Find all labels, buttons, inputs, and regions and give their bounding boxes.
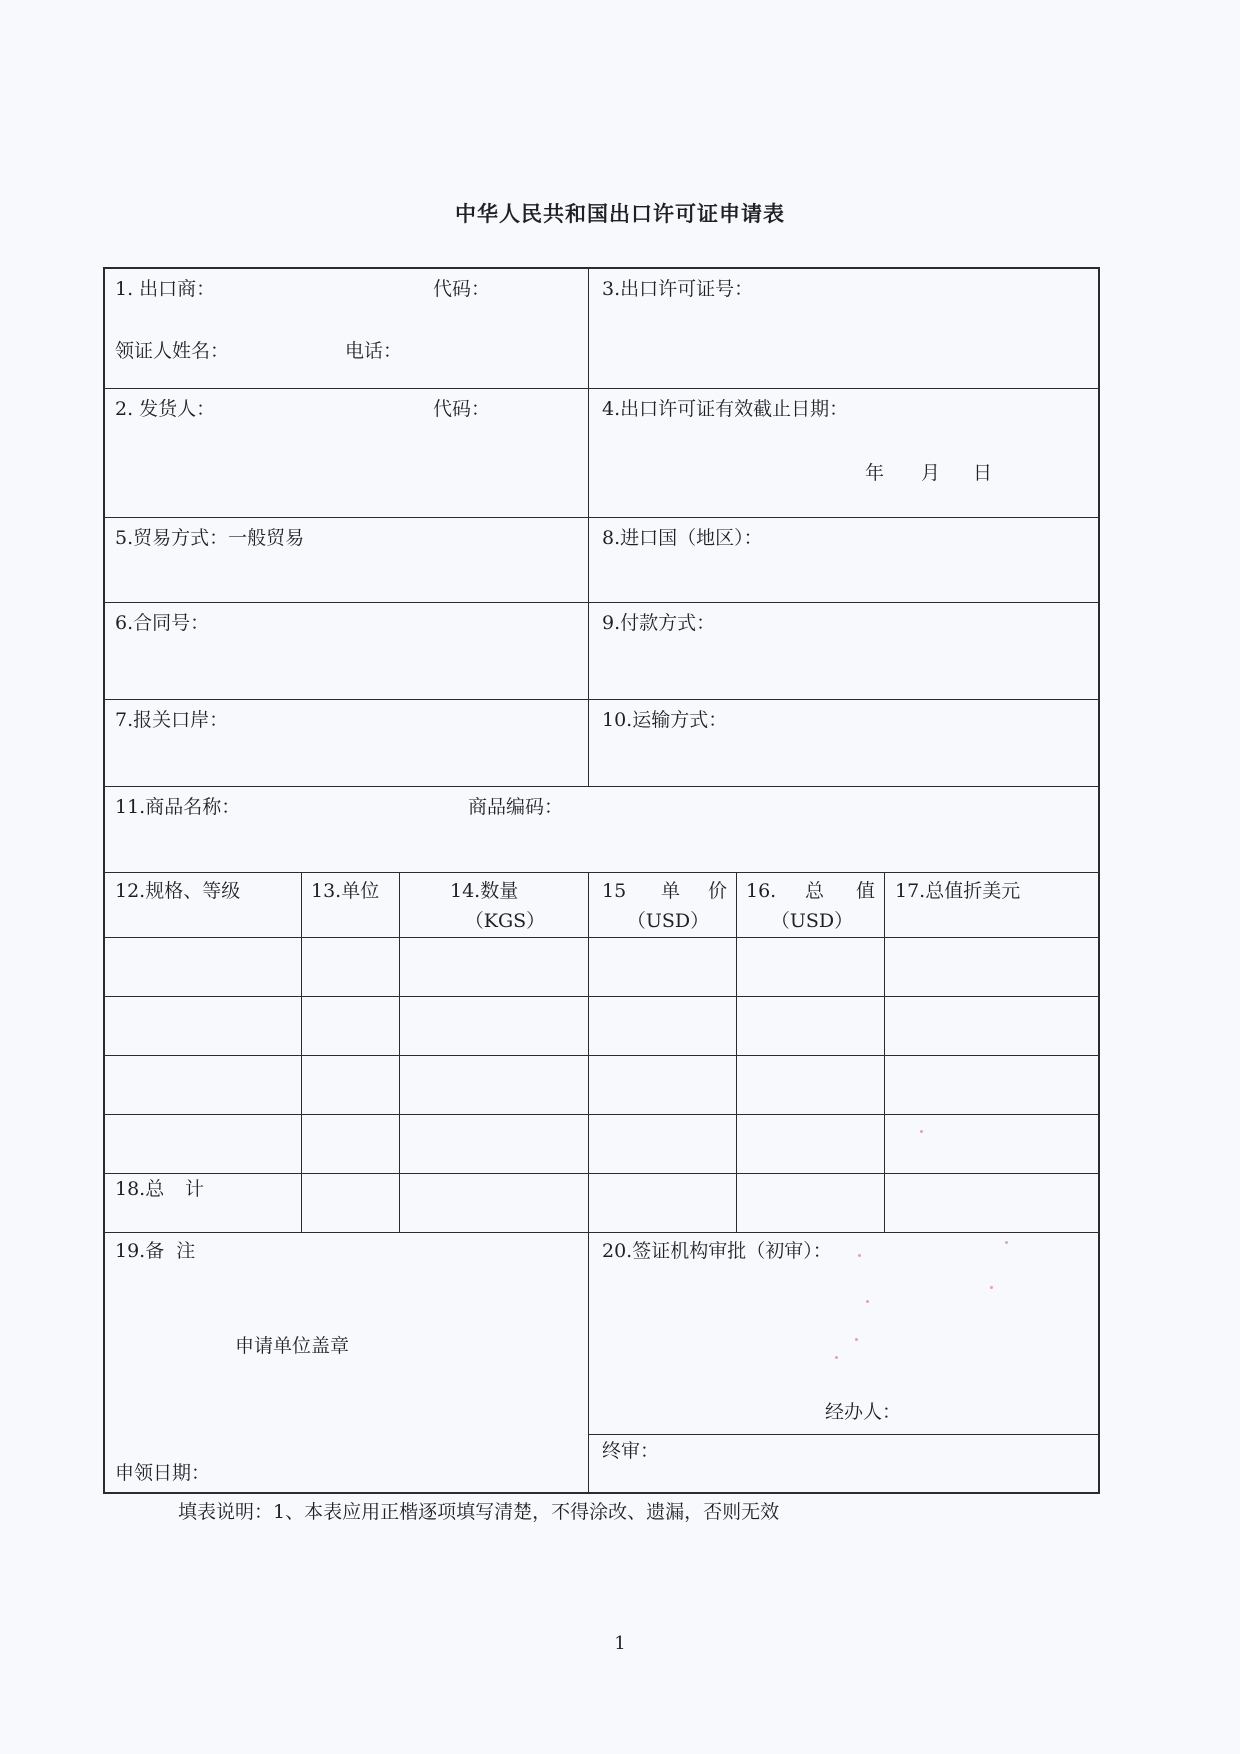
total-label-2: 计 (185, 1178, 205, 1200)
exporter-code-label: 代码： (433, 278, 491, 300)
divider (105, 996, 1100, 997)
phone-label: 电话： (345, 340, 403, 362)
stamp-trace (1005, 1241, 1008, 1244)
col-total-number: 16. (746, 880, 777, 902)
form-instructions: 填表说明：1、本表应用正楷逐项填写清楚，不得涂改、遗漏，否则无效 (178, 1501, 780, 1523)
stamp-trace (855, 1338, 858, 1341)
year-label: 年 (865, 462, 885, 484)
trade-mode-label: 5.贸易方式：一般贸易 (115, 527, 305, 549)
divider (399, 872, 400, 1232)
divider (588, 269, 589, 786)
divider (588, 1434, 1100, 1435)
customs-port-label: 7.报关口岸： (115, 709, 229, 731)
col-total-char-1: 总 (805, 880, 825, 902)
divider (105, 1114, 1100, 1115)
col-unit-header: 13.单位 (311, 880, 380, 902)
goods-code-label: 商品编码： (468, 796, 564, 818)
divider (105, 1232, 1100, 1233)
exporter-label: 1. 出口商： (115, 278, 216, 300)
stamp-trace (835, 1356, 838, 1359)
col-total-unit: （USD） (770, 910, 854, 932)
divider (105, 786, 1100, 787)
handler-label: 经办人： (825, 1401, 902, 1423)
expiry-date-label: 4.出口许可证有效截止日期： (602, 398, 849, 420)
divider (588, 872, 589, 1494)
shipper-label: 2. 发货人： (115, 398, 216, 420)
total-label: 18.总 (115, 1178, 165, 1200)
col-quantity-unit: （KGS） (464, 910, 546, 932)
contract-number-label: 6.合同号： (115, 612, 210, 634)
divider (884, 872, 885, 1232)
applicant-seal-label: 申请单位盖章 (235, 1335, 350, 1357)
license-number-label: 3.出口许可证号： (602, 278, 754, 300)
goods-name-label: 11.商品名称： (115, 796, 241, 818)
col-price-unit: （USD） (626, 910, 710, 932)
recipient-name-label: 领证人姓名： (115, 340, 230, 362)
transport-mode-label: 10.运输方式： (602, 709, 728, 731)
divider (105, 388, 1100, 389)
stamp-trace (990, 1286, 993, 1289)
col-usd-header: 17.总值折美元 (895, 880, 1021, 902)
col-total-char-2: 值 (856, 880, 876, 902)
divider (105, 1055, 1100, 1056)
page-number: 1 (614, 1633, 626, 1654)
divider (105, 1173, 1100, 1174)
visa-approval-label: 20.签证机构审批（初审）： (602, 1240, 832, 1262)
remarks-label: 19.备 注 (115, 1240, 196, 1262)
divider (301, 872, 302, 1232)
divider (105, 699, 1100, 700)
col-price-char-1: 单 (661, 880, 681, 902)
application-date-label: 申领日期： (115, 1462, 211, 1484)
stamp-trace (858, 1254, 861, 1257)
col-spec-header: 12.规格、等级 (115, 880, 241, 902)
import-country-label: 8.进口国（地区）： (602, 527, 763, 549)
col-price-char-2: 价 (708, 880, 728, 902)
page-title: 中华人民共和国出口许可证申请表 (455, 201, 785, 226)
divider (105, 602, 1100, 603)
month-label: 月 (921, 462, 941, 484)
divider (105, 937, 1100, 938)
stamp-trace (866, 1300, 869, 1303)
divider (105, 872, 1100, 873)
shipper-code-label: 代码： (433, 398, 491, 420)
day-label: 日 (973, 462, 993, 484)
divider (105, 517, 1100, 518)
stamp-trace (920, 1130, 923, 1133)
final-review-label: 终审： (602, 1440, 660, 1462)
col-quantity-header: 14.数量 (450, 880, 519, 902)
col-price-number: 15 (602, 880, 627, 902)
payment-method-label: 9.付款方式： (602, 612, 716, 634)
application-form (103, 267, 1100, 1494)
